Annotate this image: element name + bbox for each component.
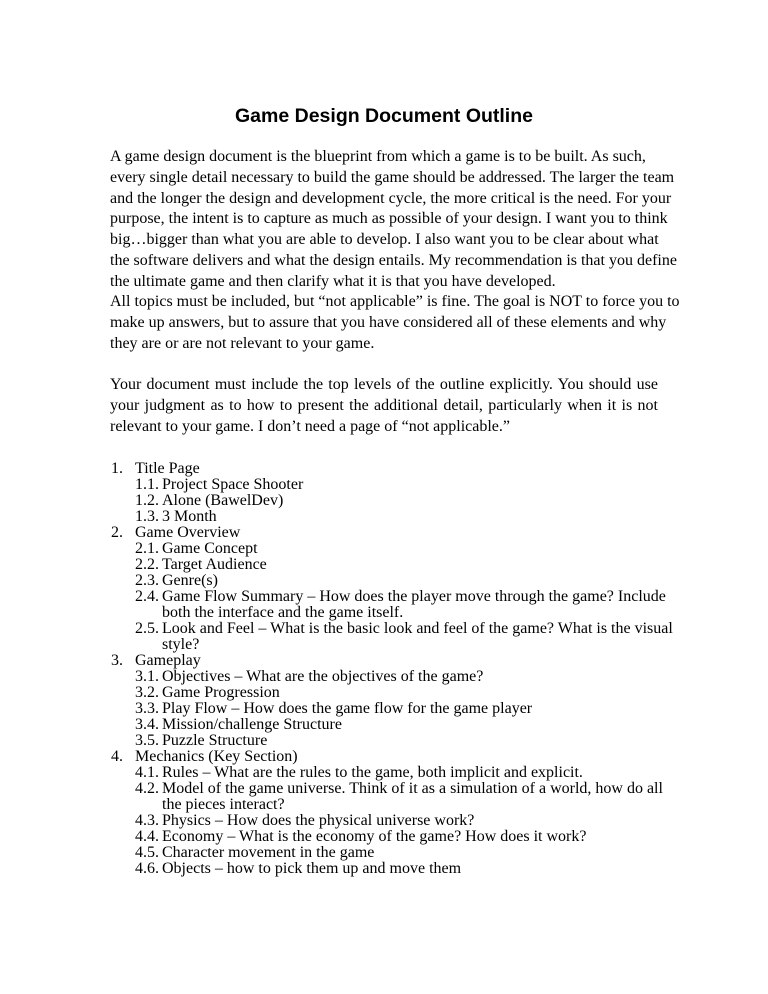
item-number: 3.4. (135, 716, 159, 733)
outline-item (110, 829, 670, 845)
item-text: Objects – how to pick them up and move them (162, 860, 462, 877)
section-number: 2. (111, 524, 123, 541)
outline-section (110, 461, 670, 477)
outline-item-continuation (110, 637, 670, 653)
item-number: 3.1. (135, 668, 159, 685)
outline-item (110, 861, 670, 877)
item-number: 3.2. (135, 684, 159, 701)
item-number: 2.1. (135, 540, 159, 557)
outline-item (110, 493, 670, 509)
item-text: Puzzle Structure (162, 732, 268, 749)
section-title: Mechanics (Key Section) (135, 748, 298, 765)
paragraph-line: Your document must include the top levels of the outline explicitly. You should use (110, 376, 658, 393)
item-text: Mission/challenge Structure (162, 716, 342, 733)
item-number: 4.1. (135, 764, 159, 781)
outline-item-continuation (110, 797, 670, 813)
outline-item (110, 765, 670, 781)
outline-item (110, 813, 670, 829)
item-text: style? (162, 636, 200, 653)
item-number: 3.5. (135, 732, 159, 749)
item-text: Physics – How does the physical universe work? (162, 812, 475, 829)
outline-section (110, 525, 670, 541)
intro-paragraph (110, 147, 677, 293)
item-number: 4.3. (135, 812, 159, 829)
item-text: both the interface and the game itself. (162, 604, 404, 621)
item-text: Genre(s) (162, 572, 218, 589)
paragraph-line: every single detail necessary to build the game should be addressed. The larger the team (110, 168, 675, 186)
outline-item (110, 589, 670, 605)
item-text: Objectives – What are the objectives of the game? (162, 668, 484, 685)
item-number: 1.3. (135, 508, 159, 525)
paragraph-line: the software delivers and what the design entails. My recommendation is that you define (110, 251, 677, 269)
item-text: Economy – What is the economy of the game? How does it work? (162, 828, 587, 845)
section-title: Game Overview (135, 524, 241, 541)
item-number: 2.2. (135, 556, 159, 573)
item-number: 1.1. (135, 476, 159, 493)
paragraph-line: relevant to your game. I don’t need a page of “not applicable.” (110, 417, 510, 435)
item-text: Target Audience (162, 556, 267, 573)
outline-item (110, 557, 670, 573)
item-text: Game Concept (162, 540, 258, 557)
outline-item (110, 573, 670, 589)
item-text: Play Flow – How does the game flow for the game player (162, 700, 533, 717)
item-number: 4.2. (135, 780, 159, 797)
outline-item (110, 717, 670, 733)
item-number: 4.6. (135, 860, 159, 877)
item-text: Project Space Shooter (162, 476, 304, 493)
outline-item-continuation (110, 605, 670, 621)
item-text: Game Flow Summary – How does the player move through the game? Include (162, 588, 666, 605)
item-number: 3.3. (135, 700, 159, 717)
outline-item (110, 845, 670, 861)
paragraph-line: and the longer the design and development cycle, the more critical is the need. For your (110, 189, 672, 207)
paragraph-line: All topics must be included, but “not applicable” is fine. The goal is NOT to force you to (110, 293, 680, 310)
outline-section (110, 749, 670, 765)
page-title: Game Design Document Outline (235, 105, 533, 127)
item-number: 2.5. (135, 620, 159, 637)
item-number: 4.5. (135, 844, 159, 861)
item-number: 4.4. (135, 828, 159, 845)
section-number: 3. (111, 652, 123, 669)
section-number: 1. (111, 460, 123, 477)
item-text: the pieces interact? (162, 796, 285, 813)
outline-item (110, 701, 670, 717)
item-number: 2.4. (135, 588, 159, 605)
item-text: Character movement in the game (162, 844, 375, 861)
outline-item (110, 477, 670, 493)
item-text: Rules – What are the rules to the game, both implicit and explicit. (162, 764, 583, 781)
outline-item (110, 669, 670, 685)
outline-item (110, 541, 670, 557)
item-text: 3 Month (162, 508, 217, 525)
item-text: Game Progression (162, 684, 280, 701)
item-text: Alone (BawelDev) (162, 492, 284, 509)
paragraph-line: your judgment as to how to present the additional detail, particularly when it is not (110, 396, 658, 414)
paragraph-line: they are or are not relevant to your game. (110, 334, 375, 352)
outline-list (110, 460, 673, 877)
paragraph-line: A game design document is the blueprint from which a game is to be built. As such, (110, 148, 646, 165)
section-title: Title Page (135, 460, 200, 477)
requirements-paragraph (110, 375, 658, 437)
outline-item (110, 509, 670, 525)
outline-item (110, 685, 670, 701)
item-text: Model of the game universe. Think of it as a simulation of a world, how do all (162, 780, 663, 797)
outline-item (110, 620, 673, 637)
outline-section (110, 653, 670, 669)
section-title: Gameplay (135, 652, 201, 669)
paragraph-line: the ultimate game and then clarify what it is that you have developed. (110, 272, 556, 290)
paragraph-line: big…bigger than what you are able to develop. I also want you to be clear about what (110, 231, 659, 249)
outline-item (110, 733, 670, 749)
section-number: 4. (111, 748, 123, 765)
item-text: Look and Feel – What is the basic look and feel of the game? What is the visual (162, 620, 673, 637)
outline-item (110, 781, 670, 797)
paragraph-line: purpose, the intent is to capture as much as possible of your design. I want you to think (110, 210, 668, 228)
topics-paragraph (110, 292, 680, 354)
item-number: 2.3. (135, 572, 159, 589)
item-number: 1.2. (135, 492, 159, 509)
paragraph-line: make up answers, but to assure that you have considered all of these elements and why (110, 313, 667, 331)
